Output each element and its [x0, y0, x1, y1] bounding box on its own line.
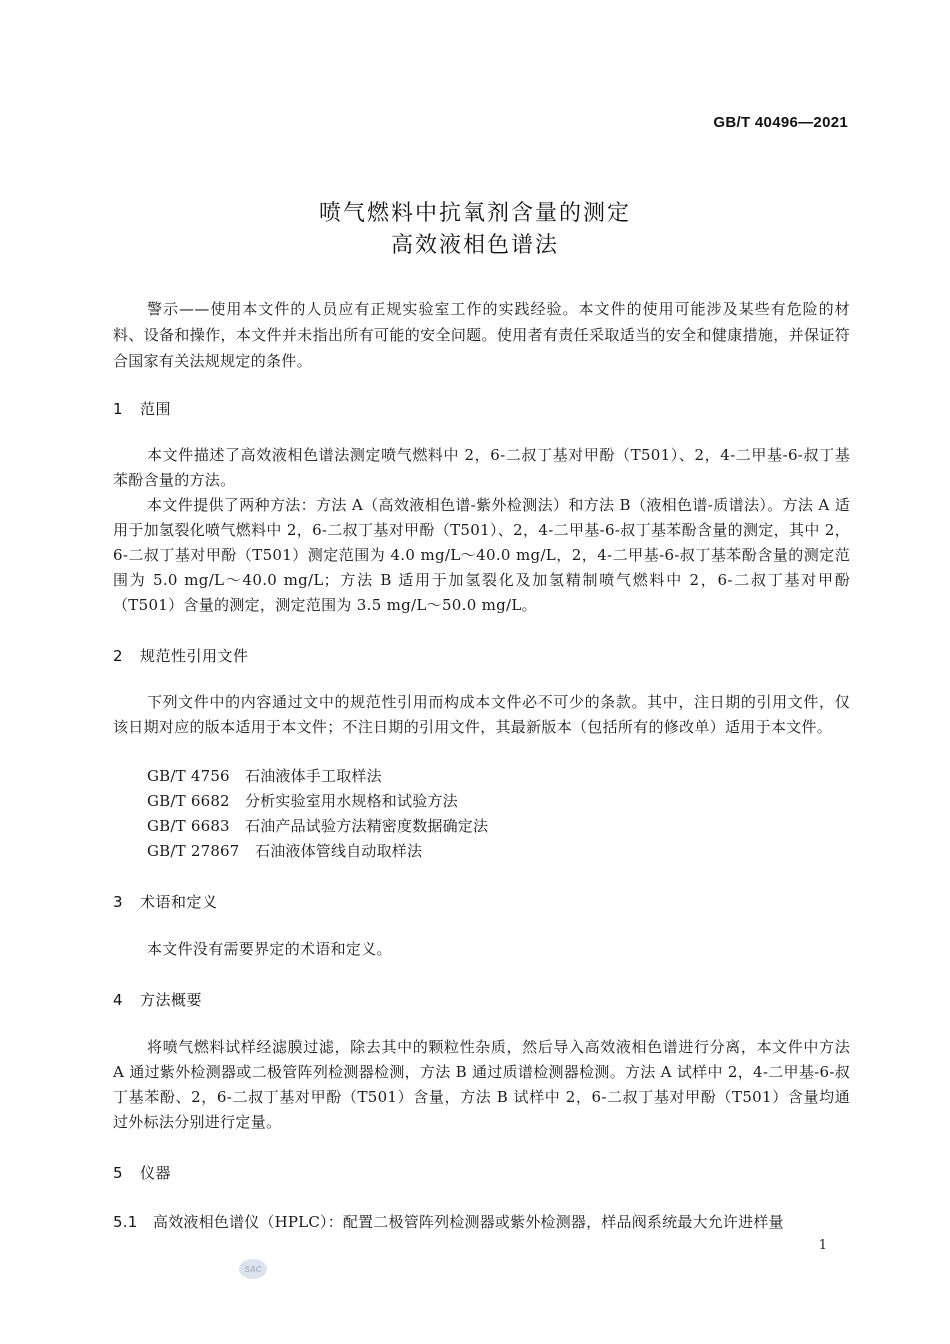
clause-5-1	[113, 1211, 850, 1232]
reference-title: 石油液体手工取样法	[245, 767, 382, 785]
reference-item	[147, 815, 488, 836]
section-number: 5	[113, 1164, 124, 1182]
section-1-paragraph-2: 本文件提供了两种方法：方法 A（高效液相色谱-紫外检测法）和方法 B（液相色谱-质谱法）。方法 A 适用于加氢裂化喷气燃料中 2，6-二叔丁基对甲酚（T501）、2，4-二甲基-6-叔丁基苯酚含量的测定，其中 2，6-二叔丁基对甲酚（T501）测定范围为 4.0 mg/L～40.0 mg/L，2，4-二甲基-6-叔丁基苯酚含量的测定范围为 5.0 mg/L～40.0 mg/L；方法 B 适用于加氢裂化及加氢精制喷气燃料中 2，6-二叔丁基对甲酚（T501）含量的测定，测定范围为 3.5 mg/L～50.0 mg/L。	[113, 496, 850, 614]
section-number: 3	[113, 893, 124, 911]
section-4-paragraph-1: 将喷气燃料试样经滤膜过滤，除去其中的颗粒性杂质，然后导入高效液相色谱进行分离，本文件中方法 A 通过紫外检测器或二极管阵列检测器检测，方法 B 通过质谱检测器检测。方法 A 试样中 2，4-二甲基-6-叔丁基苯酚、2，6-二叔丁基对甲酚（T501）含量，方法 B 试样中 2，6-二叔丁基对甲酚（T501）含量均通过外标法分别进行定量。	[113, 1038, 850, 1131]
reference-title: 分析实验室用水规格和试验方法	[245, 792, 458, 810]
document-subtitle: 高效液相色谱法	[390, 233, 559, 258]
section-3-heading	[113, 891, 218, 912]
reference-title: 石油液体管线自动取样法	[255, 842, 423, 860]
section-title: 规范性引用文件	[140, 647, 249, 665]
reference-code: GB/T 27867	[147, 842, 240, 860]
clause-number: 5.1	[113, 1213, 138, 1231]
reference-code: GB/T 6683	[147, 817, 230, 835]
reference-code: GB/T 4756	[147, 767, 230, 785]
section-number: 4	[113, 991, 124, 1009]
section-4-heading	[113, 989, 202, 1010]
section-title: 术语和定义	[140, 893, 218, 911]
section-1-heading	[113, 398, 171, 419]
reference-item	[147, 840, 422, 861]
section-number: 1	[113, 400, 124, 418]
svg-text:SAC: SAC	[244, 1265, 262, 1274]
section-title: 范围	[140, 400, 172, 418]
section-2-paragraph-1: 下列文件中的内容通过文中的规范性引用而构成本文件必不可少的条款。其中，注日期的引用文件，仅该日期对应的版本适用于本文件；不注日期的引用文件，其最新版本（包括所有的修改单）适用于本文件。	[113, 693, 850, 736]
standard-code: GB/T 40496—2021	[713, 114, 848, 131]
warning-paragraph: 警示——使用本文件的人员应有正规实验室工作的实践经验。本文件的使用可能涉及某些有危险的材料、设备和操作，本文件并未指出所有可能的安全问题。使用者有责任采取适当的安全和健康措施，并保证符合国家有关法规规定的条件。	[113, 300, 850, 370]
clause-text: 高效液相色谱仪（HPLC）：配置二极管阵列检测器或紫外检测器，样品阀系统最大允许进样量	[153, 1213, 784, 1231]
reference-title: 石油产品试验方法精密度数据确定法	[245, 817, 489, 835]
section-title: 方法概要	[140, 991, 203, 1009]
section-3-paragraph-1: 本文件没有需要界定的术语和定义。	[147, 940, 392, 958]
reference-code: GB/T 6682	[147, 792, 230, 810]
page-number: 1	[818, 1238, 827, 1253]
sac-logo-icon	[238, 1258, 268, 1280]
reference-item	[147, 790, 458, 811]
section-title: 仪器	[140, 1164, 172, 1182]
section-5-heading	[113, 1162, 171, 1183]
section-1-paragraph-1: 本文件描述了高效液相色谱法测定喷气燃料中 2，6-二叔丁基对甲酚（T501）、2，4-二甲基-6-叔丁基苯酚含量的方法。	[113, 446, 850, 489]
section-2-heading	[113, 645, 249, 666]
section-number: 2	[113, 647, 124, 665]
document-title: 喷气燃料中抗氧剂含量的测定	[318, 201, 631, 226]
reference-item	[147, 765, 382, 786]
